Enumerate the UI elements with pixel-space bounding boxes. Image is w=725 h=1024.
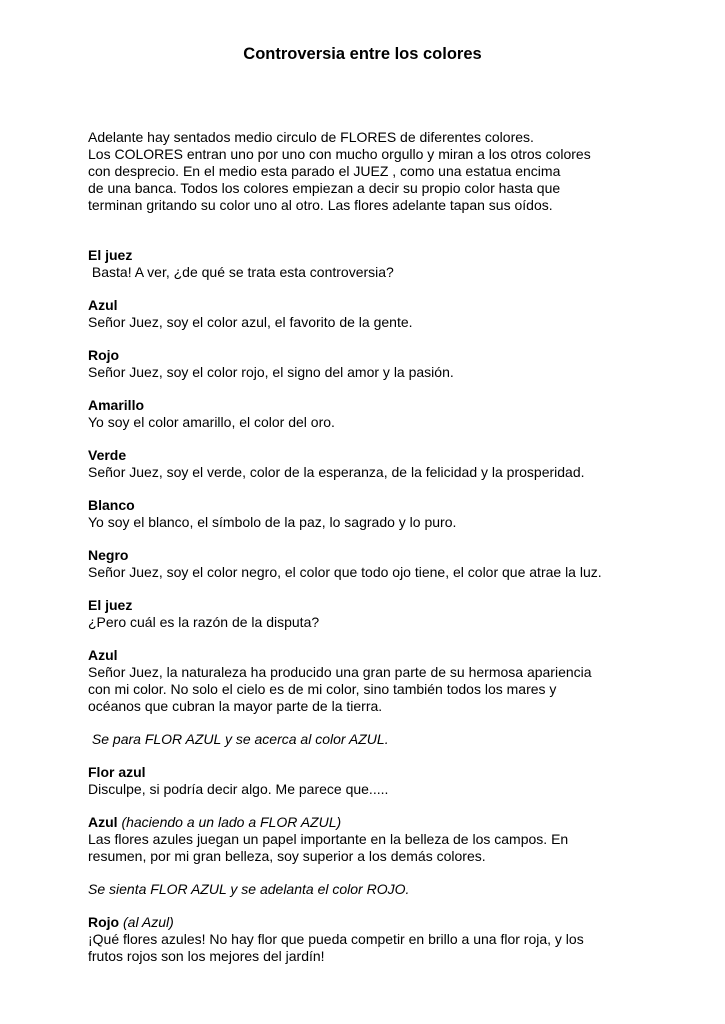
dialogue-line: Yo soy el color amarillo, el color del oro. <box>88 414 335 430</box>
dialogue-block <box>88 814 648 865</box>
dialogue-block <box>88 497 648 531</box>
dialogue-block <box>88 447 648 481</box>
stage-direction <box>88 731 648 748</box>
document-title: Controversia entre los colores <box>243 45 482 63</box>
document-body <box>88 129 648 981</box>
intro-line: Adelante hay sentados medio circulo de FLORES de diferentes colores. <box>88 129 534 145</box>
dialogue-block <box>88 764 648 798</box>
dialogue-line: Señor Juez, soy el verde, color de la esperanza, de la felicidad y la prosperidad. <box>88 464 585 480</box>
speaker-name: El juez <box>88 597 133 613</box>
dialogue-line: Las flores azules juegan un papel importante en la belleza de los campos. En <box>88 831 569 847</box>
dialogue-line: Señor Juez, la naturaleza ha producido una gran parte de su hermosa apariencia <box>88 664 592 680</box>
speaker-name: Azul <box>88 297 118 313</box>
dialogue-block <box>88 647 648 715</box>
dialogue-line: Yo soy el blanco, el símbolo de la paz, lo sagrado y lo puro. <box>88 514 457 530</box>
dialogue-line: resumen, por mi gran belleza, soy superior a los demás colores. <box>88 848 486 864</box>
dialogue-line: Disculpe, si podría decir algo. Me parece que..... <box>88 781 389 797</box>
dialogue-line: ¿Pero cuál es la razón de la disputa? <box>88 614 320 630</box>
speaker-name: Verde <box>88 447 127 463</box>
speaker-name: Flor azul <box>88 764 146 780</box>
dialogue-line: océanos que cubran la mayor parte de la tierra. <box>88 698 383 714</box>
speaker-aside: (al Azul) <box>119 914 174 930</box>
speaker-name: Negro <box>88 547 129 563</box>
speaker-name: Blanco <box>88 497 135 513</box>
dialogue-block <box>88 547 648 581</box>
dialogue-block <box>88 347 648 381</box>
dialogue-block <box>88 397 648 431</box>
dialogue-block <box>88 247 648 281</box>
speaker-aside: (haciendo a un lado a FLOR AZUL) <box>117 814 342 830</box>
dialogue-block <box>88 297 648 331</box>
stage-direction <box>88 881 648 898</box>
dialogue-line: Señor Juez, soy el color azul, el favorito de la gente. <box>88 314 413 330</box>
dialogue-line: Señor Juez, soy el color rojo, el signo del amor y la pasión. <box>88 364 454 380</box>
speaker-name: Amarillo <box>88 397 145 413</box>
speaker-name: Rojo <box>88 347 120 363</box>
intro-line: con desprecio. En el medio esta parado el JUEZ , como una estatua encima <box>88 163 561 179</box>
dialogue-line: Señor Juez, soy el color negro, el color que todo ojo tiene, el color que atrae la luz. <box>88 564 602 580</box>
stage-direction-text: Se sienta FLOR AZUL y se adelanta el color ROJO. <box>88 881 410 897</box>
speaker-name: Rojo <box>88 914 120 930</box>
dialogue-line: frutos rojos son los mejores del jardín! <box>88 948 325 964</box>
speaker-heading <box>88 914 648 931</box>
dialogue-line: Basta! A ver, ¿de qué se trata esta controversia? <box>88 264 394 280</box>
speaker-name: Azul <box>88 647 118 663</box>
dialogue-line: con mi color. No solo el cielo es de mi color, sino también todos los mares y <box>88 681 557 697</box>
intro-line: Los COLORES entran uno por uno con mucho orgullo y miran a los otros colores <box>88 146 591 162</box>
speaker-heading <box>88 814 648 831</box>
dialogue-line: ¡Qué flores azules! No hay flor que pueda competir en brillo a una flor roja, y los <box>88 931 584 947</box>
intro-line: terminan gritando su color uno al otro. Las flores adelante tapan sus oídos. <box>88 197 553 213</box>
dialogue-block <box>88 597 648 631</box>
dialogue-block <box>88 914 648 965</box>
intro-line: de una banca. Todos los colores empiezan a decir su propio color hasta que <box>88 180 561 196</box>
stage-direction-text: Se para FLOR AZUL y se acerca al color AZUL. <box>88 731 389 747</box>
intro-paragraph <box>88 129 648 214</box>
speaker-name: El juez <box>88 247 133 263</box>
speaker-name: Azul <box>88 814 118 830</box>
